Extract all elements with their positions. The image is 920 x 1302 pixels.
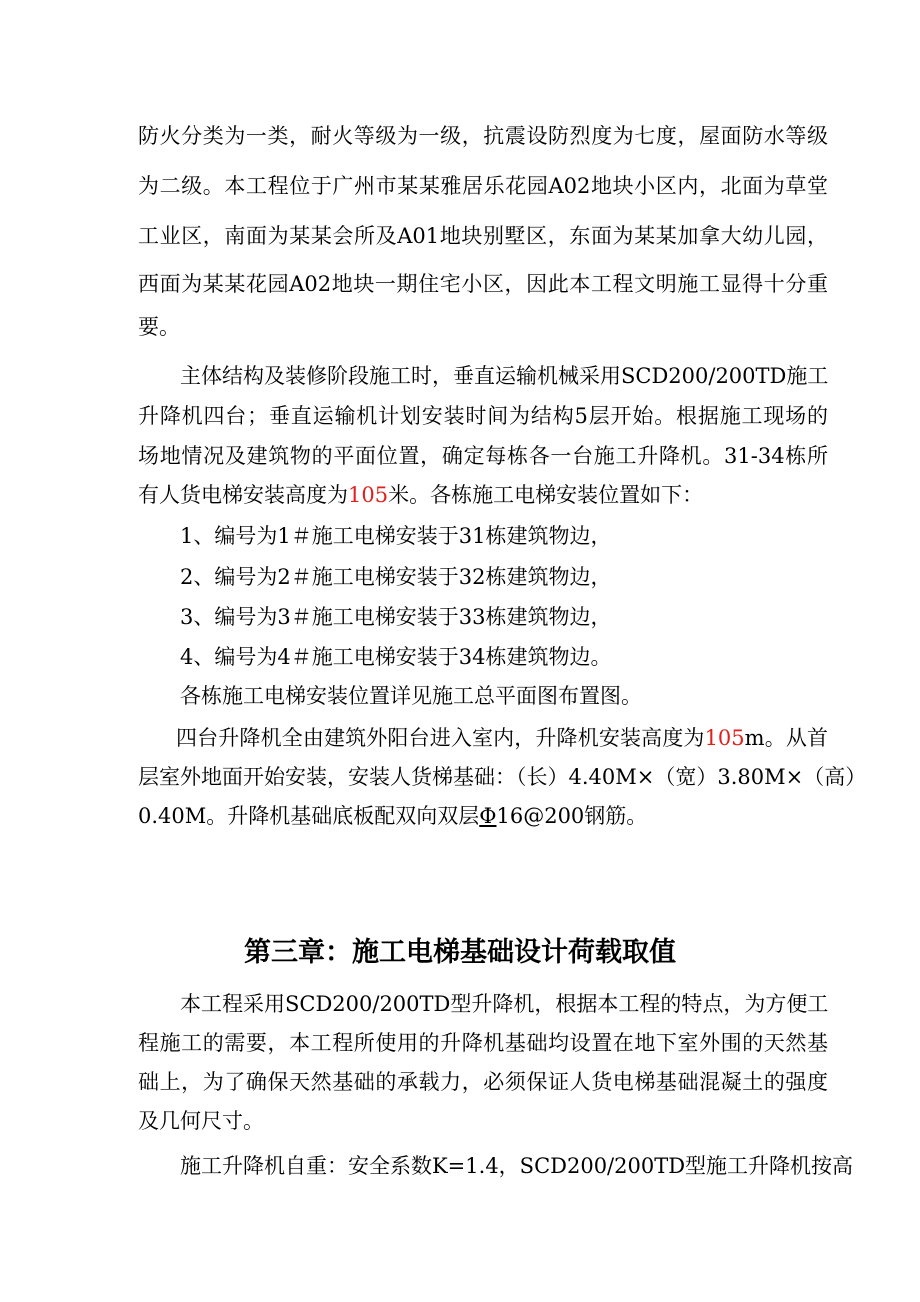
para2-line3: 场地情况及建筑物的平面位置，确定每栋各一台施工升降机。31-34栋所 [138,444,828,468]
para4-line3 [138,802,647,830]
para2-line1: 主体结构及装修阶段施工时，垂直运输机械采用SCD200/200TD施工 [180,364,829,388]
install-height-value: 105 [348,483,389,507]
para3-line: 各栋施工电梯安装位置详见施工总平面图布置图。 [180,684,642,708]
para5-line1: 本工程采用SCD200/200TD型升降机，根据本工程的特点，为方便工 [180,992,829,1016]
list-item-3: 3、编号为3＃施工电梯安装于33栋建筑物边， [180,605,612,629]
chapter-title: 第三章：施工电梯基础设计荷载取值 [244,937,676,968]
para5-line4: 及几何尺寸。 [138,1109,264,1133]
para1-line5: 要。 [138,315,180,339]
list-item-1: 1、编号为1＃施工电梯安装于31栋建筑物边， [180,524,612,548]
list-item-4: 4、编号为4＃施工电梯安装于34栋建筑物边。 [180,645,612,669]
para4-line3-pre: 0.40M。升降机基础底板配双向双层 [138,804,480,828]
para2-line4 [138,481,703,509]
para2-line4-pre: 有人货电梯安装高度为 [138,483,348,507]
para4-line1-post: m。从首 [744,726,828,750]
rebar-phi-symbol: Φ [479,804,497,828]
para4-line2: 层室外地面开始安装，安装人货梯基础：（长）4.40M×（宽）3.80M×（高） [138,765,867,789]
para1-line2: 为二级。本工程位于广州市某某雅居乐花园A02地块小区内，北面为草堂 [138,174,828,198]
elevator-height-value: 105 [704,726,745,750]
para2-line4-post: 米。各栋施工电梯安装位置如下： [388,483,704,507]
para1-line3: 工业区，南面为某某会所及A01地块别墅区，东面为某某加拿大幼儿园， [138,224,828,248]
para1-line1: 防火分类为一类，耐火等级为一级，抗震设防烈度为七度，屋面防水等级 [138,124,828,148]
para1-line4: 西面为某某花园A02地块一期住宅小区，因此本工程文明施工显得十分重 [138,272,828,296]
para5-line3: 础上，为了确保天然基础的承载力，必须保证人货电梯基础混凝土的强度 [138,1070,828,1094]
list-item-2: 2、编号为2＃施工电梯安装于32栋建筑物边， [180,565,612,589]
para4-line1 [176,724,828,752]
para5-line2: 程施工的需要，本工程所使用的升降机基础均设置在地下室外围的天然基 [138,1031,828,1055]
para4-line3-post: 16@200钢筋。 [496,804,648,828]
para6-line1: 施工升降机自重：安全系数K=1.4，SCD200/200TD型施工升降机按高 [180,1154,854,1178]
para2-line2: 升降机四台；垂直运输机计划安装时间为结构5层开始。根据施工现场的 [138,404,828,428]
para4-line1-pre: 四台升降机全由建筑外阳台进入室内，升降机安装高度为 [176,726,705,750]
